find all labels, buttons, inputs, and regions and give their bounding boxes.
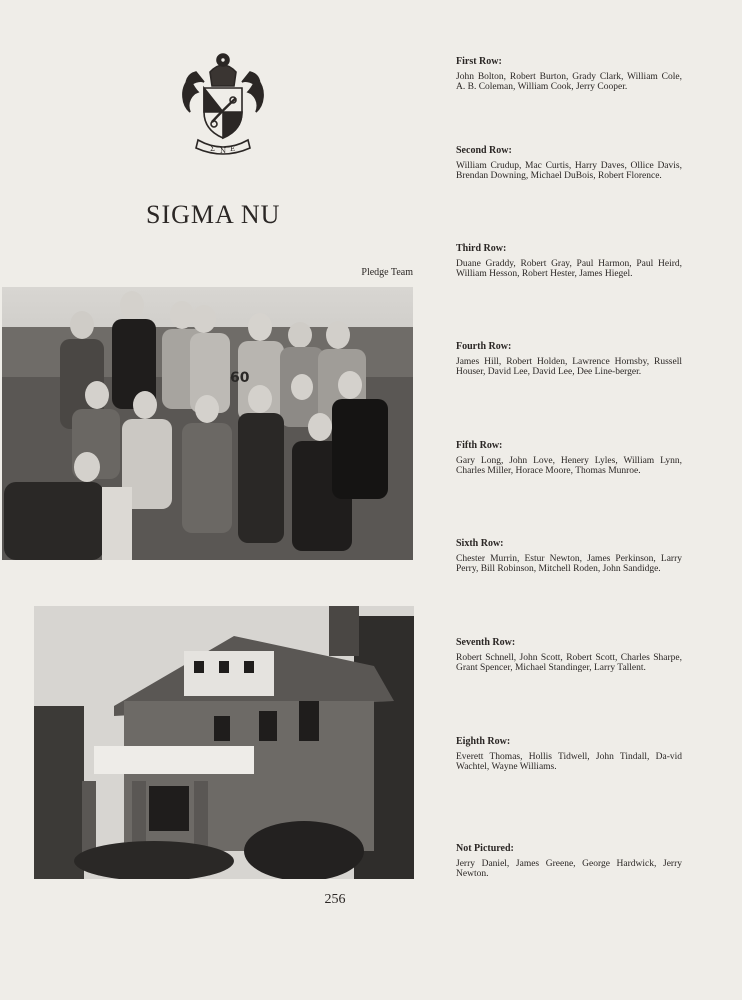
row-heading: Second Row: xyxy=(456,145,512,156)
fraternity-crest-icon xyxy=(178,50,268,155)
row-names: John Bolton, Robert Burton, Grady Clark, William Cole, A. B. Coleman, William Cook, Jerry Cooper. xyxy=(456,72,682,92)
row-group xyxy=(456,145,682,181)
row-group xyxy=(456,56,682,92)
row-heading: Seventh Row: xyxy=(456,637,516,648)
row-names: Robert Schnell, John Scott, Robert Scott, Charles Sharpe, Grant Spencer, Michael Standinger, Larry Tallent. xyxy=(456,653,682,673)
row-group xyxy=(456,243,682,279)
row-group xyxy=(456,440,682,476)
svg-text:60: 60 xyxy=(230,370,250,386)
row-names: Chester Murrin, Estur Newton, James Perkinson, Larry Perry, Bill Robinson, Mitchell Roden, John Sandidge. xyxy=(456,554,682,574)
row-heading: Not Pictured: xyxy=(456,843,514,854)
svg-text:Ν: Ν xyxy=(220,147,227,155)
fraternity-house-photo xyxy=(34,606,414,879)
row-names: Everett Thomas, Hollis Tidwell, John Tindall, Da-vid Wachtel, Wayne Williams. xyxy=(456,752,682,772)
page-number: 256 xyxy=(324,892,346,907)
row-names: Duane Graddy, Robert Gray, Paul Harmon, Paul Heird, William Hesson, Robert Hester, James Hiegel. xyxy=(456,259,682,279)
row-heading: First Row: xyxy=(456,56,502,67)
row-group xyxy=(456,341,682,377)
svg-text:Ε: Ε xyxy=(230,145,236,153)
page-title: SIGMA NU xyxy=(146,200,281,229)
row-names: Jerry Daniel, James Greene, George Hardwick, Jerry Newton. xyxy=(456,859,682,879)
row-group xyxy=(456,736,682,772)
row-group xyxy=(456,843,682,879)
row-names: James Hill, Robert Holden, Lawrence Hornsby, Russell Houser, David Lee, David Lee, Dee Line-berger. xyxy=(456,357,682,377)
row-heading: Fifth Row: xyxy=(456,440,503,451)
row-group xyxy=(456,538,682,574)
photo-caption: Pledge Team xyxy=(361,267,413,278)
row-names: William Crudup, Mac Curtis, Harry Daves, Ollice Davis, Brendan Downing, Michael DuBois, Robert Florence. xyxy=(456,161,682,181)
pledge-team-photo xyxy=(2,287,413,560)
row-names: Gary Long, John Love, Henery Lyles, William Lynn, Charles Miller, Horace Moore, Thomas Munroe. xyxy=(456,456,682,476)
row-group xyxy=(456,637,682,673)
row-heading: Third Row: xyxy=(456,243,507,254)
row-heading: Sixth Row: xyxy=(456,538,504,549)
row-heading: Eighth Row: xyxy=(456,736,511,747)
svg-text:Σ: Σ xyxy=(210,145,215,153)
row-heading: Fourth Row: xyxy=(456,341,512,352)
